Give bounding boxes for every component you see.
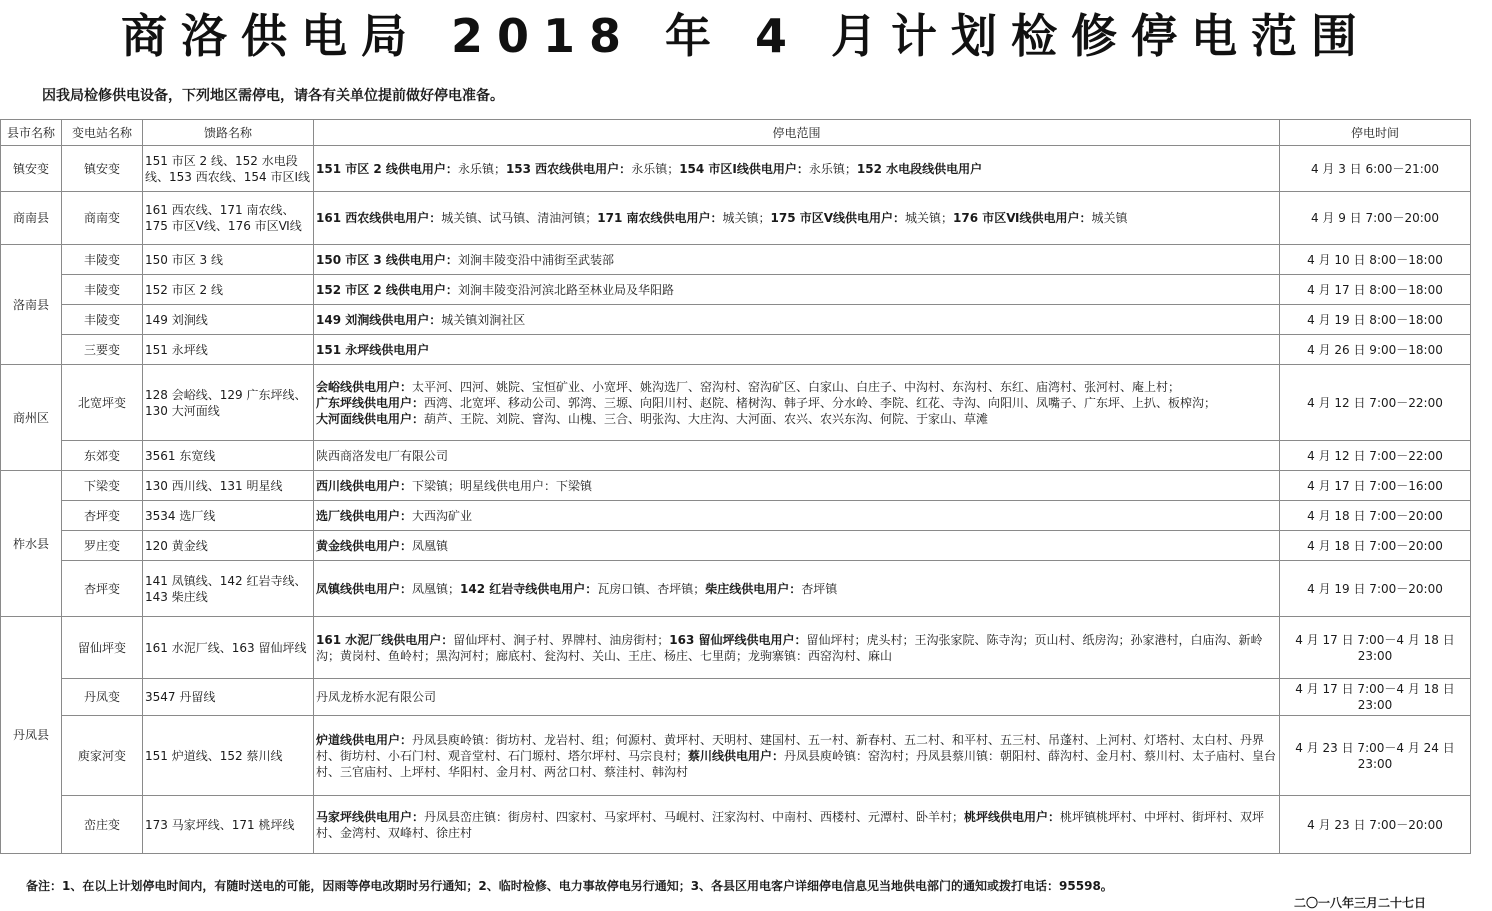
scope-text: 丹凤县庾岭镇：街坊村、龙岩村、组；何源村、黄坪村、天明村、建国村、五一村、新春村、五二村、和平村、五三村、吊蓬村、上河村、灯塔村、太白村、丹界村、街坊村、小石门村、观音堂村、石门塬村、塔尔坪村、马宗良村； [316,732,1265,763]
scope-text: 凤凰镇； [412,581,461,596]
feeder-cell: 150 市区 3 线 [143,245,314,275]
scope-label: 154 市区Ⅰ线供电用户： [679,161,809,176]
scope-text: 大西沟矿业 [412,508,473,523]
scope-cell [314,245,1280,275]
station-cell: 商南变 [62,192,143,245]
scope-cell [314,335,1280,365]
time-cell: 4 月 26 日 9:00－18:00 [1280,335,1471,365]
scope-text: 城关镇 [1091,211,1128,225]
scope-cell [314,471,1280,501]
time-cell: 4 月 3 日 6:00－21:00 [1280,146,1471,192]
scope-cell [314,716,1280,796]
header-scope: 停电范围 [314,120,1280,146]
scope-text: 刘涧丰陵变沿河滨北路至林业局及华阳路 [457,282,674,297]
time-cell: 4 月 17 日 7:00－4 月 18 日 23:00 [1280,679,1471,716]
scope-text: 杏坪镇 [801,581,838,596]
table-row [1,275,1471,305]
county-cell: 柞水县 [1,471,62,617]
scope-label: 152 市区 2 线供电用户： [316,282,458,297]
station-cell: 镇安变 [62,146,143,192]
scope-label: 151 市区 2 线供电用户： [316,161,458,176]
scope-label: 蔡川线供电用户： [688,748,785,763]
intro-text: 因我局检修供电设备，下列地区需停电，请各有关单位提前做好停电准备。 [42,88,504,104]
scope-text: 桃坪镇桃坪村、中坪村、街坪村、双坪村、金湾村、双峰村、徐庄村 [316,809,1265,840]
scope-label: 171 南农线供电用户： [597,211,723,225]
scope-label: 152 水电段线供电用户 [856,161,983,176]
scope-text: 留仙坪村；虎头村；王沟张家院、陈寺沟；页山村、纸房沟；孙家港村，白庙沟、新岭沟；黄岗村、鱼岭村；黑沟河村；廊底村、瓮沟村、关山、王庄、杨庄、七里荫；龙驹寨镇：西窑沟村、麻山 [316,632,1263,663]
scope-cell [314,796,1280,854]
table-row [1,305,1471,335]
scope-label: 凤镇线供电用户： [316,581,413,596]
scope-text: 瓦房口镇、杏坪镇； [597,581,706,596]
scope-text: 城关镇； [722,211,771,225]
scope-text: 西湾、北宽坪、移动公司、郭湾、三塬、向阳川村、赵院、楮树沟、韩子坪、分水岭、李院、红花、寺沟、向阳川、凤嘴子、广东坪、上扒、板榨沟； [424,395,1217,410]
scope-label: 161 西农线供电用户： [316,211,442,225]
time-cell: 4 月 17 日 7:00－16:00 [1280,471,1471,501]
scope-label: 175 市区Ⅴ线供电用户： [770,211,906,225]
table-row [1,679,1471,716]
table-row [1,617,1471,679]
scope-cell [314,501,1280,531]
scope-text: 永乐镇； [457,161,506,176]
footnote: 备注：1、在以上计划停电时间内，有随时送电的可能，因雨等停电改期时另行通知；2、临时检修、电力事故停电另行通知；3、各县区用电客户详细停电信息见当地供电部门的通知或拨打电话：95598。 [26,879,1113,893]
table-row [1,716,1471,796]
time-cell: 4 月 12 日 7:00－22:00 [1280,365,1471,441]
station-cell: 杏坪变 [62,561,143,617]
feeder-cell: 149 刘涧线 [143,305,314,335]
scope-label: 黄金线供电用户： [316,538,413,553]
table-row [1,245,1471,275]
header-time: 停电时间 [1280,120,1471,146]
table-row [1,365,1471,441]
scope-cell [314,365,1280,441]
station-cell: 峦庄变 [62,796,143,854]
feeder-cell: 161 水泥厂线、163 留仙坪线 [143,617,314,679]
table-row [1,471,1471,501]
page-title: 商洛供电局 2018 年 4 月计划检修停电范围 [120,9,1372,63]
time-cell: 4 月 18 日 7:00－20:00 [1280,501,1471,531]
feeder-cell: 151 永坪线 [143,335,314,365]
header-feeder: 馈路名称 [143,120,314,146]
station-cell: 罗庄变 [62,531,143,561]
scope-label: 150 市区 3 线供电用户： [316,252,458,267]
table-row [1,561,1471,617]
station-cell: 丰陵变 [62,275,143,305]
time-cell: 4 月 17 日 7:00－4 月 18 日 23:00 [1280,617,1471,679]
scope-text: 凤凰镇 [412,538,449,553]
station-cell: 北宽坪变 [62,365,143,441]
feeder-cell: 130 西川线、131 明星线 [143,471,314,501]
station-cell: 庾家河变 [62,716,143,796]
issue-date: 二〇一八年三月二十七日 [1294,896,1427,910]
scope-text: 葫芦、王院、刘院、窨沟、山槐、三合、明张沟、大庄沟、大河面、农兴、农兴东沟、何院、于家山、草滩 [424,411,989,426]
station-cell: 下梁变 [62,471,143,501]
scope-label: 153 西农线供电用户： [505,161,632,176]
scope-label: 176 市区Ⅵ线供电用户： [953,211,1092,225]
table-row [1,146,1471,192]
scope-cell [314,305,1280,335]
table-row [1,441,1471,471]
time-cell: 4 月 10 日 8:00－18:00 [1280,245,1471,275]
scope-label: 163 留仙坪线供电用户： [669,632,807,647]
scope-text: 永乐镇； [631,161,680,176]
station-cell: 三要变 [62,335,143,365]
feeder-cell: 120 黄金线 [143,531,314,561]
scope-label: 柴庄线供电用户： [705,581,802,596]
scope-label: 选厂线供电用户： [316,508,413,523]
station-cell: 东郊变 [62,441,143,471]
table-header-row [1,120,1471,146]
time-cell: 4 月 18 日 7:00－20:00 [1280,531,1471,561]
scope-text: 丹凤县峦庄镇：街房村、四家村、马家坪村、马岘村、汪家沟村、中南村、西楼村、元潭村、卧羊村； [424,809,965,824]
scope-cell [314,561,1280,617]
time-cell: 4 月 23 日 7:00－20:00 [1280,796,1471,854]
scope-cell [314,192,1280,245]
feeder-cell: 151 炉道线、152 蔡川线 [143,716,314,796]
scope-cell [314,679,1280,716]
feeder-cell: 151 市区 2 线、152 水电段线、153 西农线、154 市区Ⅰ线 [143,146,314,192]
feeder-cell: 152 市区 2 线 [143,275,314,305]
time-cell: 4 月 23 日 7:00－4 月 24 日 23:00 [1280,716,1471,796]
county-cell: 商南县 [1,192,62,245]
scope-text: 留仙坪村、涧子村、界牌村、油房街村； [453,632,670,647]
scope-label: 161 水泥厂线供电用户： [316,632,454,647]
table-row [1,192,1471,245]
scope-label: 会峪线供电用户： [316,379,413,394]
feeder-cell: 3547 丹留线 [143,679,314,716]
scope-cell [314,617,1280,679]
station-cell: 丰陵变 [62,305,143,335]
time-cell: 4 月 9 日 7:00－20:00 [1280,192,1471,245]
county-cell: 洛南县 [1,245,62,365]
scope-label: 151 永坪线供电用户 [316,342,430,357]
scope-label: 桃坪线供电用户： [964,809,1061,824]
feeder-cell: 3534 选厂线 [143,501,314,531]
scope-text: 城关镇刘涧社区 [441,312,526,327]
county-cell: 商州区 [1,365,62,471]
scope-label: 广东坪线供电用户： [316,395,425,410]
scope-label: 大河面线供电用户： [316,411,425,426]
table-row [1,335,1471,365]
time-cell: 4 月 12 日 7:00－22:00 [1280,441,1471,471]
header-station: 变电站名称 [62,120,143,146]
outage-table [0,119,1471,854]
station-cell: 丹凤变 [62,679,143,716]
feeder-cell: 141 凤镇线、142 红岩寺线、143 柴庄线 [143,561,314,617]
scope-label: 炉道线供电用户： [316,732,413,747]
scope-label: 149 刘涧线供电用户： [316,312,442,327]
scope-text: 丹凤龙桥水泥有限公司 [316,690,437,704]
scope-label: 马家坪线供电用户： [316,809,425,824]
scope-text: 刘涧丰陵变沿中浦街至武装部 [457,252,614,267]
county-cell: 丹凤县 [1,617,62,854]
county-cell: 镇安变 [1,146,62,192]
time-cell: 4 月 19 日 8:00－18:00 [1280,305,1471,335]
scope-label: 142 红岩寺线供电用户： [460,581,598,596]
header-county: 县市名称 [1,120,62,146]
scope-text: 城关镇； [905,211,954,225]
feeder-cell: 128 会峪线、129 广东坪线、130 大河面线 [143,365,314,441]
station-cell: 留仙坪变 [62,617,143,679]
feeder-cell: 3561 东宽线 [143,441,314,471]
time-cell: 4 月 17 日 8:00－18:00 [1280,275,1471,305]
feeder-cell: 161 西农线、171 南农线、175 市区Ⅴ线、176 市区Ⅵ线 [143,192,314,245]
scope-text: 城关镇、试马镇、清油河镇； [441,211,598,225]
station-cell: 杏坪变 [62,501,143,531]
table-row [1,796,1471,854]
scope-text: 永乐镇； [808,161,857,176]
time-cell: 4 月 19 日 7:00－20:00 [1280,561,1471,617]
scope-label: 西川线供电用户： [316,478,413,493]
scope-cell [314,275,1280,305]
scope-cell [314,531,1280,561]
scope-text: 陕西商洛发电厂有限公司 [316,448,449,463]
scope-text: 下梁镇；明星线供电用户：下梁镇 [412,478,593,493]
station-cell: 丰陵变 [62,245,143,275]
table-row [1,501,1471,531]
scope-text: 太平河、四河、姚院、宝恒矿业、小宽坪、姚沟选厂、窑沟村、窑沟矿区、白家山、白庄子、中沟村、东沟村、东红、庙湾村、张河村、庵上村； [412,379,1181,394]
feeder-cell: 173 马家坪线、171 桃坪线 [143,796,314,854]
table-row [1,531,1471,561]
scope-cell [314,441,1280,471]
scope-cell [314,146,1280,192]
scope-text: 丹凤县庾岭镇：窑沟村；丹凤县蔡川镇：朝阳村、薛沟村、金月村、蔡川村、太子庙村、皇台村、三官庙村、上坪村、华阳村、金月村、两岔口村、蔡洼村、韩沟村 [316,748,1277,779]
